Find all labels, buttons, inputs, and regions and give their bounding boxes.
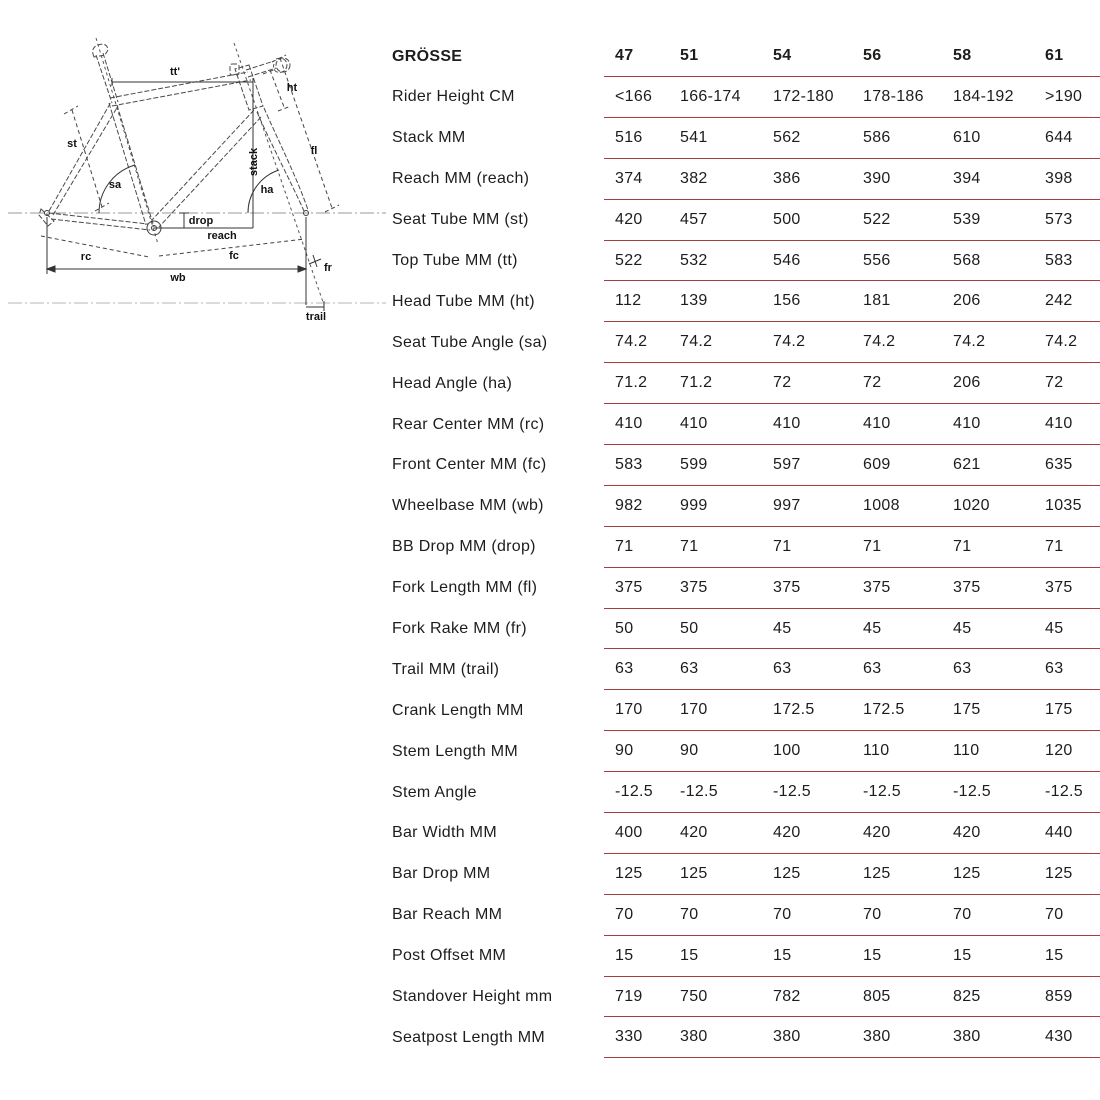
table-row	[392, 363, 1100, 404]
size-column-header: 54	[773, 47, 792, 64]
value-cell: 63	[1045, 660, 1064, 678]
value-cell: 573	[1045, 210, 1073, 228]
row-label: Front Center MM (fc)	[392, 456, 547, 474]
row-label: Wheelbase MM (wb)	[392, 497, 544, 515]
value-cell: 166-174	[680, 87, 741, 105]
value-cell: 15	[863, 946, 882, 964]
value-cell: 859	[1045, 987, 1073, 1005]
row-values	[604, 404, 1100, 445]
value-cell: 72	[773, 374, 792, 392]
row-values	[604, 772, 1100, 813]
value-cell: -12.5	[1045, 783, 1083, 801]
value-cell: 100	[773, 742, 801, 760]
value-cell: 410	[953, 415, 981, 433]
row-label: Rider Height CM	[392, 88, 515, 106]
table-row	[392, 895, 1100, 936]
value-cell: 375	[953, 578, 981, 596]
diagram-label-tt: tt'	[170, 66, 180, 78]
value-cell: 110	[953, 742, 980, 760]
value-cell: 982	[615, 496, 643, 514]
value-cell: 15	[615, 946, 634, 964]
table-row	[392, 486, 1100, 527]
value-cell: 72	[1045, 374, 1064, 392]
value-cell: 398	[1045, 169, 1073, 187]
row-values	[604, 527, 1100, 568]
diagram-label-ht: ht	[286, 82, 298, 94]
table-row	[392, 854, 1100, 895]
row-label: Stem Angle	[392, 783, 477, 801]
value-cell: 125	[773, 864, 801, 882]
value-cell: 125	[1045, 864, 1073, 882]
table-row	[392, 813, 1100, 854]
row-label: Fork Rake MM (fr)	[392, 620, 527, 638]
value-cell: 74.2	[680, 333, 713, 351]
value-cell: >190	[1045, 87, 1083, 105]
value-cell: 70	[680, 905, 699, 923]
value-cell: 375	[1045, 578, 1073, 596]
value-cell: 997	[773, 496, 801, 514]
row-values	[604, 281, 1100, 322]
table-row	[392, 200, 1100, 241]
value-cell: 45	[773, 619, 792, 637]
value-cell: 750	[680, 987, 708, 1005]
value-cell: 420	[863, 823, 891, 841]
value-cell: 610	[953, 128, 981, 146]
value-cell: 539	[953, 210, 981, 228]
value-cell: 597	[773, 455, 801, 473]
row-label: Seat Tube Angle (sa)	[392, 333, 548, 351]
frame-node-markers	[45, 211, 309, 236]
table-row	[392, 936, 1100, 977]
row-label: Stack MM	[392, 129, 466, 147]
row-label: Head Tube MM (ht)	[392, 292, 535, 310]
value-cell: 71.2	[615, 374, 648, 392]
value-cell: 546	[773, 251, 801, 269]
value-cell: 63	[773, 660, 792, 678]
diagram-label-rc: rc	[80, 251, 92, 263]
value-cell: 184-192	[953, 87, 1014, 105]
value-cell: 206	[953, 292, 981, 310]
table-body	[392, 77, 1100, 1058]
frame-geometry-diagram	[8, 22, 388, 352]
size-column-header: 47	[615, 47, 634, 64]
value-cell: 50	[615, 619, 634, 637]
value-cell: 410	[1045, 415, 1073, 433]
value-cell: 394	[953, 169, 981, 187]
value-cell: 825	[953, 987, 981, 1005]
value-cell: 63	[680, 660, 699, 678]
value-cell: 420	[773, 823, 801, 841]
value-cell: 15	[953, 946, 972, 964]
value-cell: 45	[953, 619, 972, 637]
row-label: Seat Tube MM (st)	[392, 211, 529, 229]
value-cell: 206	[953, 374, 981, 392]
value-cell: 410	[680, 415, 708, 433]
size-column-header: 61	[1045, 47, 1064, 64]
value-cell: <166	[615, 87, 653, 105]
value-cell: 420	[953, 823, 981, 841]
row-values	[604, 731, 1100, 772]
value-cell: 71	[863, 537, 882, 555]
row-label: Bar Drop MM	[392, 865, 491, 883]
value-cell: 181	[863, 292, 891, 310]
row-label: Fork Length MM (fl)	[392, 579, 538, 597]
size-column-header: 58	[953, 47, 972, 64]
table-row	[392, 568, 1100, 609]
diagram-label-reach: reach	[207, 230, 237, 242]
value-cell: 380	[863, 1028, 891, 1046]
table-row	[392, 977, 1100, 1018]
row-label: Bar Reach MM	[392, 906, 503, 924]
value-cell: 410	[863, 415, 891, 433]
value-cell: 609	[863, 455, 891, 473]
value-cell: 1035	[1045, 496, 1082, 514]
value-cell: 90	[680, 742, 699, 760]
value-cell: 1020	[953, 496, 990, 514]
table-row	[392, 118, 1100, 159]
row-label: Head Angle (ha)	[392, 374, 513, 392]
value-cell: 380	[953, 1028, 981, 1046]
value-cell: 410	[615, 415, 643, 433]
value-cell: 242	[1045, 292, 1073, 310]
value-cell: 139	[680, 292, 708, 310]
value-cell: 74.2	[615, 333, 648, 351]
row-label: Standover Height mm	[392, 988, 553, 1006]
row-values	[604, 977, 1100, 1018]
diagram-label-drop: drop	[188, 215, 214, 227]
value-cell: 172.5	[863, 701, 905, 719]
value-cell: 71	[615, 537, 634, 555]
row-values	[604, 200, 1100, 241]
table-row	[392, 690, 1100, 731]
row-values	[604, 895, 1100, 936]
row-values	[604, 854, 1100, 895]
value-cell: 45	[1045, 619, 1064, 637]
row-label: BB Drop MM (drop)	[392, 538, 536, 556]
table-row	[392, 159, 1100, 200]
value-cell: 386	[773, 169, 801, 187]
value-cell: 516	[615, 128, 643, 146]
value-cell: 330	[615, 1028, 643, 1046]
value-cell: 125	[953, 864, 981, 882]
value-cell: 586	[863, 128, 891, 146]
value-cell: 635	[1045, 455, 1073, 473]
value-cell: 719	[615, 987, 643, 1005]
value-cell: 583	[1045, 251, 1073, 269]
value-cell: 599	[680, 455, 708, 473]
value-cell: 74.2	[1045, 333, 1078, 351]
value-cell: 375	[773, 578, 801, 596]
value-cell: 172.5	[773, 701, 815, 719]
diagram-label-stack: stack	[248, 147, 260, 177]
row-values	[604, 609, 1100, 650]
row-label: Crank Length MM	[392, 701, 524, 719]
value-cell: 390	[863, 169, 891, 187]
value-cell: 74.2	[953, 333, 986, 351]
value-cell: 70	[863, 905, 882, 923]
row-label: Seatpost Length MM	[392, 1028, 546, 1046]
value-cell: 71	[773, 537, 792, 555]
value-cell: 644	[1045, 128, 1073, 146]
row-values	[604, 568, 1100, 609]
value-cell: 375	[615, 578, 643, 596]
diagram-label-fr: fr	[324, 262, 332, 274]
value-cell: 430	[1045, 1028, 1073, 1046]
value-cell: 380	[773, 1028, 801, 1046]
value-cell: 125	[680, 864, 708, 882]
table-row	[392, 1017, 1100, 1058]
row-values	[604, 322, 1100, 363]
diagram-label-fc: fc	[229, 250, 239, 262]
row-values	[604, 486, 1100, 527]
table-row	[392, 322, 1100, 363]
value-cell: 375	[680, 578, 708, 596]
value-cell: 782	[773, 987, 801, 1005]
value-cell: 112	[615, 292, 642, 310]
value-cell: 110	[863, 742, 890, 760]
value-cell: 172-180	[773, 87, 834, 105]
row-label: Rear Center MM (rc)	[392, 415, 545, 433]
value-cell: 400	[615, 823, 643, 841]
row-label: Trail MM (trail)	[392, 660, 500, 678]
table-header-sizes	[604, 36, 1100, 77]
diagram-label-fl: fl	[310, 145, 318, 157]
table-header-title: GRÖSSE	[392, 47, 463, 65]
row-values	[604, 649, 1100, 690]
row-label: Post Offset MM	[392, 947, 507, 965]
value-cell: 440	[1045, 823, 1073, 841]
value-cell: -12.5	[953, 783, 991, 801]
value-cell: 999	[680, 496, 708, 514]
row-values	[604, 813, 1100, 854]
value-cell: 74.2	[863, 333, 896, 351]
value-cell: 522	[615, 251, 643, 269]
value-cell: 125	[615, 864, 643, 882]
value-cell: 522	[863, 210, 891, 228]
value-cell: 175	[953, 701, 981, 719]
value-cell: 90	[615, 742, 634, 760]
value-cell: 70	[953, 905, 972, 923]
diagram-label-ha: ha	[260, 184, 274, 196]
table-row	[392, 527, 1100, 568]
value-cell: 15	[773, 946, 792, 964]
value-cell: 805	[863, 987, 891, 1005]
table-row	[392, 77, 1100, 118]
value-cell: 178-186	[863, 87, 924, 105]
value-cell: 175	[1045, 701, 1073, 719]
value-cell: 410	[773, 415, 801, 433]
diagram-label-sa: sa	[108, 179, 122, 191]
row-label: Top Tube MM (tt)	[392, 252, 518, 269]
value-cell: 70	[615, 905, 634, 923]
table-header-row	[392, 36, 1100, 77]
value-cell: 120	[1045, 742, 1073, 760]
diagram-label-trail: trail	[305, 311, 327, 323]
value-cell: 70	[1045, 905, 1064, 923]
value-cell: 420	[615, 210, 643, 228]
diagram-label-wb: wb	[170, 272, 186, 284]
value-cell: 15	[680, 946, 699, 964]
table-row	[392, 445, 1100, 486]
value-cell: 156	[773, 292, 801, 310]
value-cell: 71.2	[680, 374, 713, 392]
size-column-header: 56	[863, 47, 882, 64]
value-cell: 1008	[863, 496, 900, 514]
row-values	[604, 241, 1100, 282]
row-values	[604, 445, 1100, 486]
geometry-table	[392, 36, 1100, 1058]
row-values	[604, 936, 1100, 977]
value-cell: 72	[863, 374, 882, 392]
value-cell: 71	[680, 537, 699, 555]
table-row	[392, 404, 1100, 445]
value-cell: 382	[680, 169, 708, 187]
table-row	[392, 281, 1100, 322]
table-row	[392, 772, 1100, 813]
table-row	[392, 649, 1100, 690]
row-values	[604, 77, 1100, 118]
value-cell: 71	[1045, 537, 1064, 555]
value-cell: 170	[680, 701, 708, 719]
value-cell: 420	[680, 823, 708, 841]
row-label: Stem Length MM	[392, 742, 519, 760]
row-values	[604, 118, 1100, 159]
value-cell: 50	[680, 619, 699, 637]
value-cell: 74.2	[773, 333, 806, 351]
value-cell: 621	[953, 455, 981, 473]
value-cell: 583	[615, 455, 643, 473]
value-cell: 70	[773, 905, 792, 923]
table-row	[392, 609, 1100, 650]
value-cell: 45	[863, 619, 882, 637]
value-cell: 562	[773, 128, 801, 146]
value-cell: 568	[953, 251, 981, 269]
value-cell: 63	[953, 660, 972, 678]
value-cell: 457	[680, 210, 708, 228]
value-cell: 374	[615, 169, 643, 187]
diagram-label-st: st	[67, 138, 77, 150]
value-cell: 63	[615, 660, 634, 678]
value-cell: 380	[680, 1028, 708, 1046]
row-values	[604, 159, 1100, 200]
value-cell: -12.5	[773, 783, 811, 801]
value-cell: 532	[680, 251, 708, 269]
table-row	[392, 731, 1100, 772]
value-cell: -12.5	[615, 783, 653, 801]
value-cell: 500	[773, 210, 801, 228]
value-cell: -12.5	[863, 783, 901, 801]
row-label: Bar Width MM	[392, 824, 497, 842]
table-row	[392, 241, 1100, 282]
value-cell: 63	[863, 660, 882, 678]
value-cell: 375	[863, 578, 891, 596]
value-cell: 125	[863, 864, 891, 882]
value-cell: 15	[1045, 946, 1064, 964]
value-cell: -12.5	[680, 783, 718, 801]
value-cell: 556	[863, 251, 891, 269]
row-values	[604, 690, 1100, 731]
value-cell: 170	[615, 701, 643, 719]
value-cell: 71	[953, 537, 972, 555]
size-column-header: 51	[680, 47, 699, 64]
row-values	[604, 1017, 1100, 1058]
row-label: Reach MM (reach)	[392, 170, 530, 188]
row-values	[604, 363, 1100, 404]
value-cell: 541	[680, 128, 708, 146]
